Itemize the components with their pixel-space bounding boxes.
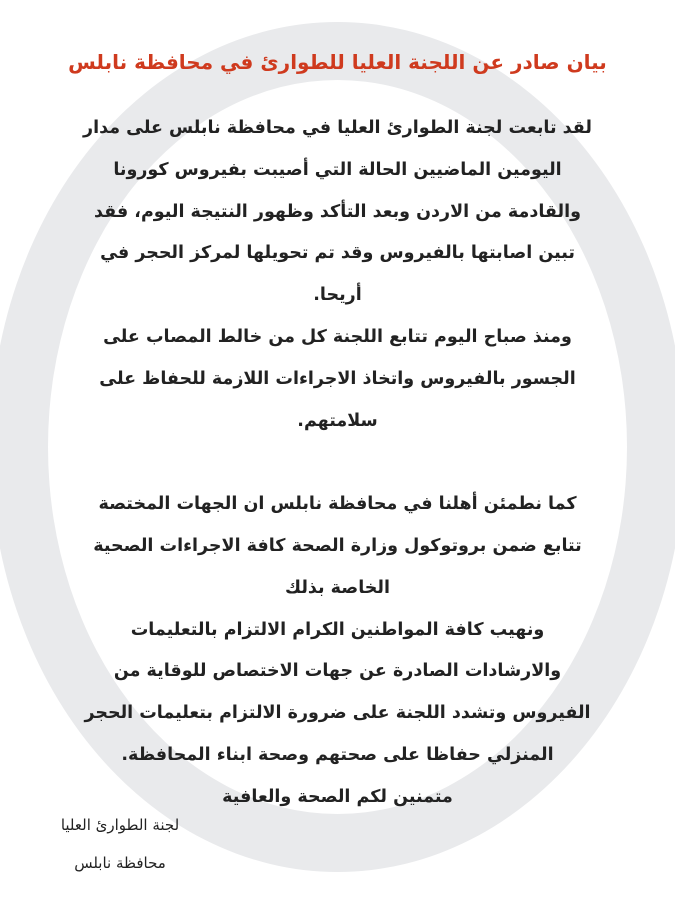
body-line: الفيروس وتشدد اللجنة على ضرورة الالتزام بتعليمات الحجر — [84, 703, 591, 724]
body-line: متمنين لكم الصحة والعافية — [222, 786, 453, 807]
signature-block — [10, 806, 230, 882]
paragraph-gap — [30, 442, 645, 484]
body-line: سلامتهم. — [297, 410, 378, 431]
body-line: اليومين الماضيين الحالة التي أصيبت بفيروس كورونا — [113, 159, 562, 180]
body-line: الجسور بالفيروس واتخاذ الاجراءات اللازمة للحفاظ على — [99, 368, 576, 389]
body-line: كما نطمئن أهلنا في محافظة نابلس ان الجهات المختصة — [98, 494, 577, 515]
statement-title: بيان صادر عن اللجنة العليا للطوارئ في محافظة نابلس — [68, 50, 607, 74]
body-line: ونهيب كافة المواطنين الكرام الالتزام بالتعليمات — [130, 619, 545, 640]
body-line: والارشادات الصادرة عن جهات الاختصاص للوقاية من — [113, 661, 562, 682]
signature-committee: لجنة الطوارئ العليا — [60, 816, 180, 834]
body-line: والقادمة من الاردن وبعد التأكد وظهور النتيجة اليوم، فقد — [94, 201, 581, 222]
body-line: أريحا. — [313, 285, 362, 306]
body-line: الخاصة بذلك — [285, 577, 390, 598]
signature-governorate: محافظة نابلس — [74, 854, 166, 872]
body-line: ومنذ صباح اليوم تتابع اللجنة كل من خالط المصاب على — [103, 326, 572, 347]
body-line: تتابع ضمن بروتوكول وزارة الصحة كافة الاجراءات الصحية — [93, 535, 582, 556]
body-line: لقد تابعت لجنة الطوارئ العليا في محافظة نابلس على مدار — [83, 118, 592, 138]
body-line: المنزلي حفاظا على صحتهم وصحة ابناء المحافظة. — [121, 744, 554, 765]
body-line: تبين اصابتها بالفيروس وقد تم تحويلها لمركز الحجر في — [100, 243, 575, 264]
statement-body — [30, 108, 645, 819]
